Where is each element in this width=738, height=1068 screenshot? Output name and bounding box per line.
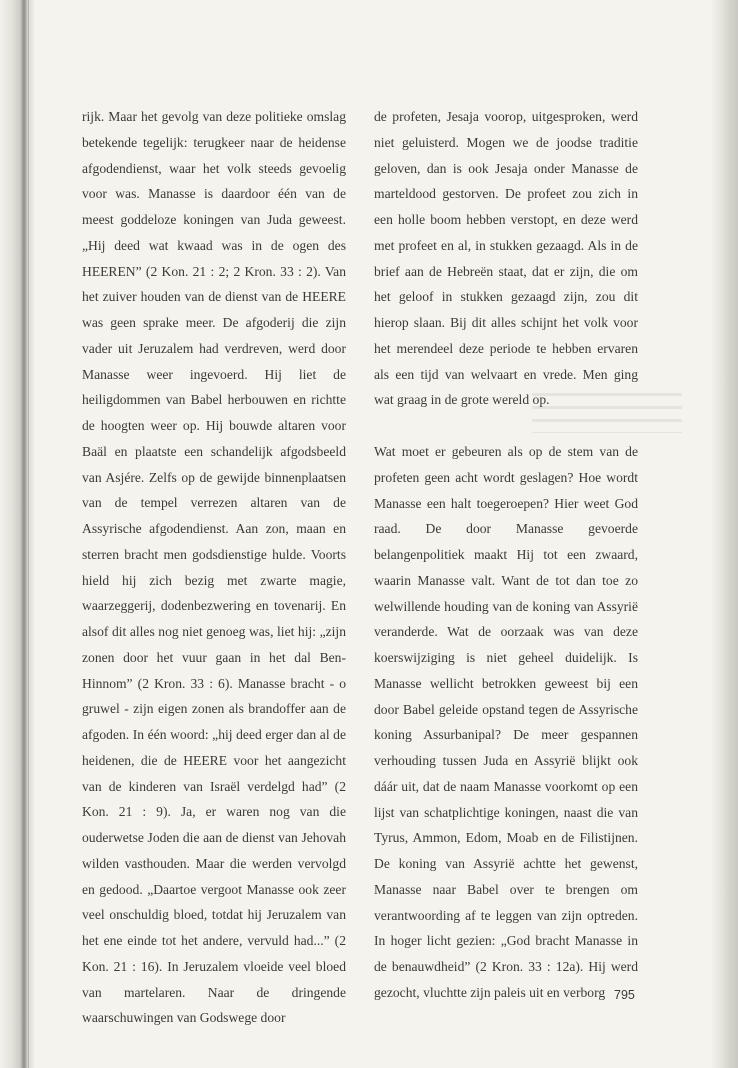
page-edge: [712, 0, 738, 1068]
page-number: 795: [614, 988, 635, 1002]
body-paragraph: Wat moet er gebeuren als op de stem van de profeten geen acht wordt geslagen? Hoe wordt Manasse een halt toegeroepen? Hier weet God raad. De door Manasse gevoerde belangenpolitiek maakt Hij tot een zwaard, waarin Manasse valt. Want de tot dan toe zo welwillende houding van de koning van Assyrië veranderde. Wat de oorzaak was van deze koerswijziging is niet geheel duidelijk. Is Manasse wellicht betrokken geweest bij een door Babel geleide opstand tegen de Assyrische koning Assurbanipal? De meer gespannen verhouding tussen Juda en Assyrië blijkt ook dáár uit, dat de naam Manasse voorkomt op een lijst van schatplichtige koningen, naast die van Tyrus, Ammon, Edom, Moab en de Filistijnen. De koning van Assyrië achtte het gewenst, Manasse naar Babel over te brengen om verantwoording af te leggen van zijn optreden. In hoger licht gezien: „God bracht Manasse in de benauwdheid” (2 Kron. 33 : 12a). Hij werd gezocht, vluchtte zijn paleis uit en verborg: [374, 444, 638, 1000]
right-text-column: [374, 104, 638, 1006]
body-paragraph: de profeten, Jesaja voorop, uitgesproken, werd niet geluisterd. Mogen we de joodse traditie geloven, dan is ook Jesaja onder Manasse de marteldood gestorven. De profeet zou zich in een holle boom hebben verstopt, en deze werd met profeet en al, in stukken gezaagd. Als in de brief aan de Hebreën staat, dat er zijn, die om het geloof in stukken gezaagd zijn, zou dit hierop slaan. Bij dit alles schijnt het volk voor het merendeel deze periode te hebben ervaren als een tijd van welvaart en vrede. Men ging wat graag in de grote wereld op.: [374, 109, 638, 408]
paragraph-spacer: [374, 413, 638, 439]
left-text-column: [82, 104, 346, 1031]
gutter-shadow-line: [28, 0, 29, 1068]
body-paragraph: rijk. Maar het gevolg van deze politieke omslag betekende tegelijk: terugkeer naar de heidense afgodendienst, waar het volk steeds gevoelig voor was. Manasse is daardoor één van de meest goddeloze koningen van Juda geweest. „Hij deed wat kwaad was in de ogen des HEEREN” (2 Kon. 21 : 2; 2 Kron. 33 : 2). Van het zuiver houden van de dienst van de HEERE was geen sprake meer. De afgoderij die zijn vader uit Jeruzalem had verdreven, werd door Manasse weer ingevoerd. Hij liet de heiligdommen van Babel herbouwen en richtte de hoogten weer op. Hij bouwde altaren voor Baäl en plaatste een schandelijk afgodsbeeld van Asjére. Zelfs op de gewijde binnenplaatsen van de tempel verrezen altaren van de Assyrische afgodendienst. Aan zon, maan en sterren bracht men godsdienstige hulde. Voorts hield hij zich bezig met zwarte magie, waarzeggerij, dodenbezwering en tovenarij. En alsof dit alles nog niet genoeg was, liet hij: „zijn zonen door het vuur gaan in het dal Ben-Hinnom” (2 Kron. 33 : 6). Manasse bracht - o gruwel - zijn eigen zonen als brandoffer aan de afgoden. In één woord: „hij deed erger dan al de heidenen, die de HEERE voor het aangezicht van de kinderen van Israël verdelgd had” (2 Kon. 21 : 9). Ja, er waren nog van die ouderwetse Joden die aan de dienst van Jehovah wilden vasthouden. Maar die werden vervolgd en gedood. „Daartoe vergoot Manasse ook zeer veel onschuldig bloed, totdat hij Jeruzalem van het ene einde tot het andere, vervuld had...” (2 Kon. 21 : 16). In Jeruzalem vloeide veel bloed van martelaren. Naar de dringende waarschuwingen van Godswege door: [82, 109, 346, 1026]
